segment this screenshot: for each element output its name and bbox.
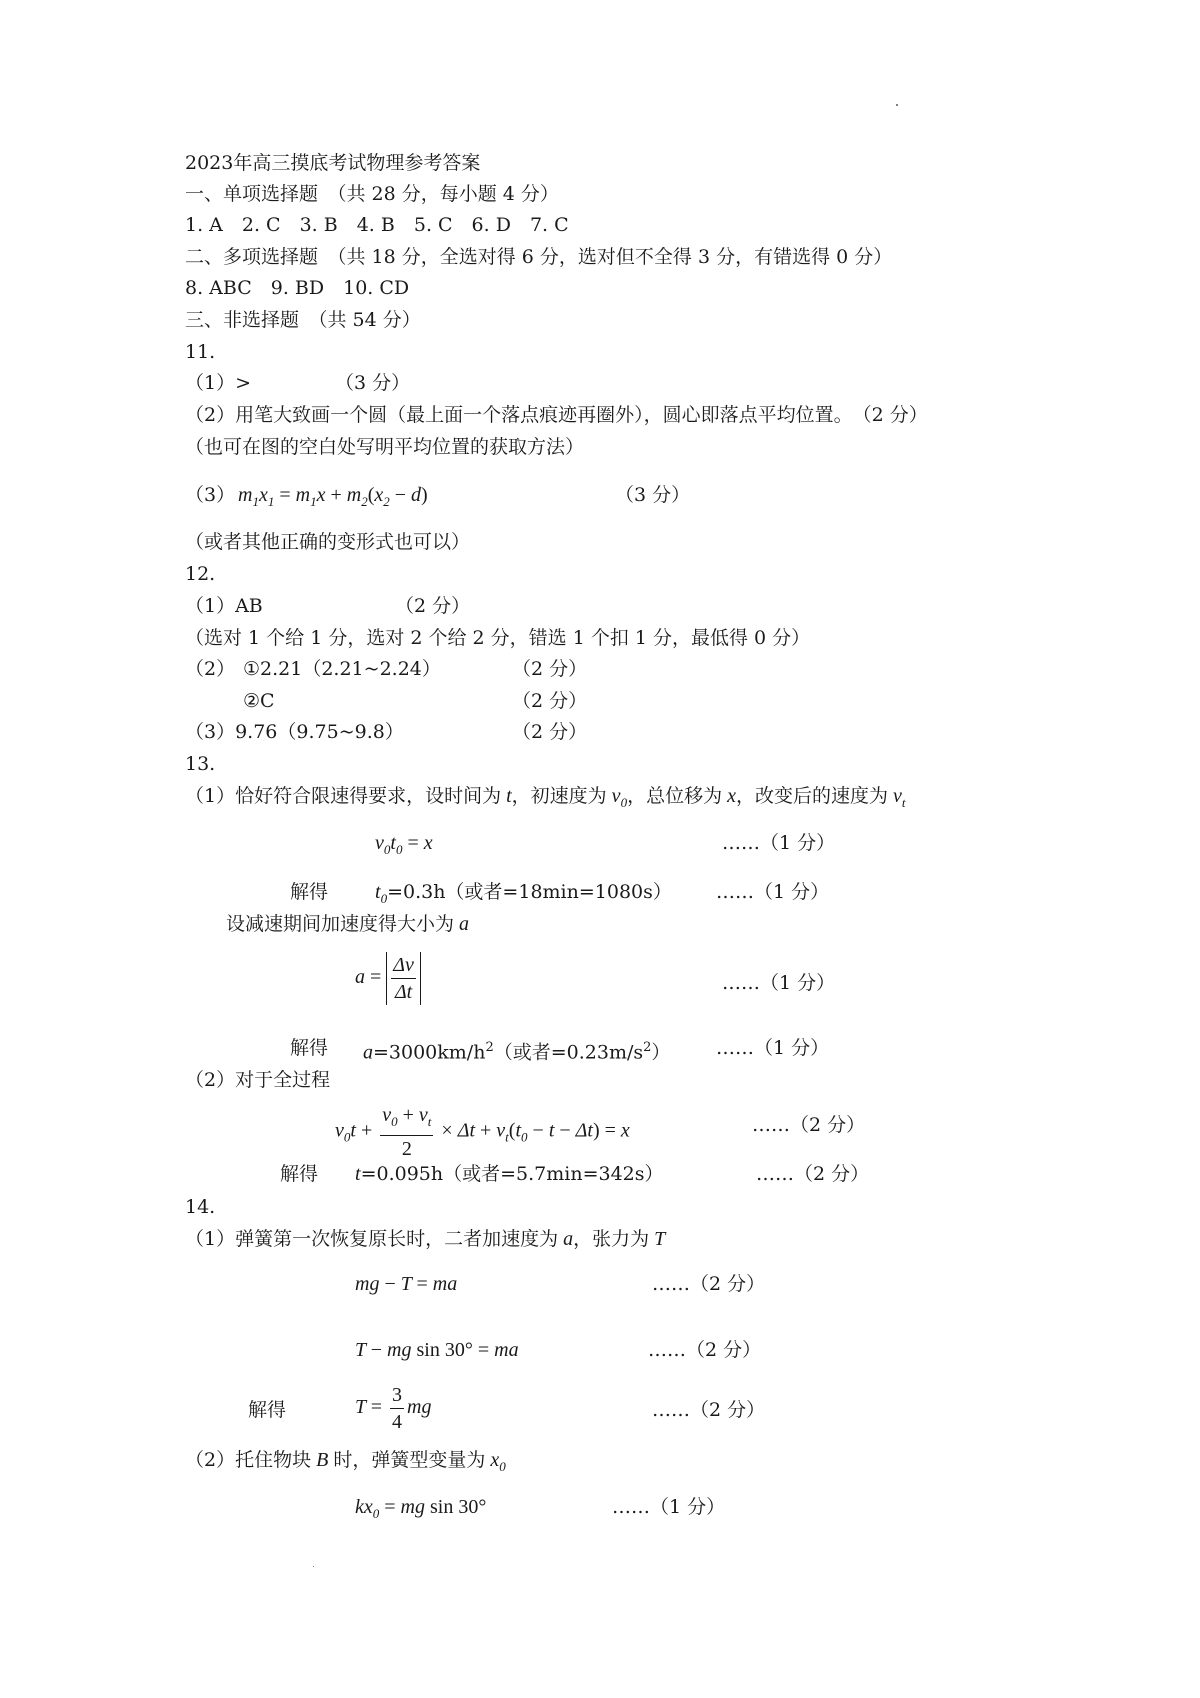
q13-number: 13. <box>185 753 216 775</box>
q11-number: 11. <box>185 341 216 363</box>
q11-part3-label: （3） <box>185 484 236 506</box>
q12-part3-score: （2 分） <box>512 721 588 743</box>
q13-solution-1-text: =0.3h（或者=18min=1080s） <box>387 881 672 903</box>
q14-part2-intro: （2）托住物块 B 时，弹簧型变量为 $x_0$ <box>185 1449 506 1474</box>
q12-part1-score: （2 分） <box>395 595 471 617</box>
q11-momentum-equation: $m_1x_1 = m_1x + m_2(x_2 - d)$ <box>238 484 428 509</box>
q13-solve-label: 解得 <box>290 1037 329 1059</box>
scan-speck <box>313 1566 314 1567</box>
q13-solution-2-text: （或者=0.23m/s <box>493 1041 644 1064</box>
q13-solution-3-text: =0.095h（或者=5.7min=342s） <box>360 1163 664 1185</box>
q13-intro-text: ，改变后的速度为 <box>735 785 888 807</box>
q14-score: ……（2 分） <box>648 1339 762 1361</box>
page-title: 2023年高三摸底考试物理参考答案 <box>185 152 481 174</box>
q13-score: ……（1 分） <box>722 972 836 994</box>
q13-eq-full-process: $v_0t$ + $\frac{v_0 + v_t}{2}$ × $\Delta t + v_t(t_0 - t - \Delta t) = x$ <box>335 1104 630 1160</box>
q12-part2-label: （2） <box>185 658 236 680</box>
section-2-heading: 二、多项选择题 （共 18 分，全选对得 6 分，选对但不全得 3 分，有错选得 0 分） <box>185 246 893 268</box>
q14-part1-intro: （1）弹簧第一次恢复原长时，二者加速度为 a，张力为 T <box>185 1228 666 1250</box>
q13-score: ……（1 分） <box>716 881 830 903</box>
q13-score: ……（1 分） <box>716 1037 830 1059</box>
q13-score: ……（2 分） <box>752 1114 866 1136</box>
section-1-heading: 一、单项选择题 （共 28 分，每小题 4 分） <box>185 183 559 205</box>
q14-eq-tension: T = $\frac{3}{4}$ mg <box>355 1384 432 1433</box>
q13-solve-label: 解得 <box>280 1163 319 1185</box>
q13-solution-2: $a=3000km/h^2$（或者$=0.23m/s^2$） <box>363 1040 671 1064</box>
q14-eq-spring: $kx_0$ = mg sin 30° <box>355 1496 487 1521</box>
q14-eq-1: mg − T = ma <box>355 1273 458 1295</box>
q12-part2-b: ②C <box>243 690 275 712</box>
q12-number: 12. <box>185 563 216 585</box>
q14-intro-text: ，张力为 <box>573 1228 650 1250</box>
section-2-answers: 8. ABC 9. BD 10. CD <box>185 277 410 299</box>
q12-part1: （1）AB <box>185 595 263 617</box>
q13-solution-3: t=0.095h（或者=5.7min=342s） <box>355 1163 664 1185</box>
q14-solve-label: 解得 <box>248 1399 287 1421</box>
q13-score: ……（1 分） <box>722 832 836 854</box>
q14-eq-2: T − mg sin 30° = ma <box>355 1339 519 1361</box>
q13-part1-intro: （1）恰好符合限速得要求，设时间为 t，初速度为 $v_0$，总位移为 x，改变后的速度为 $v_t$ <box>185 785 906 810</box>
q14-score: ……（2 分） <box>652 1399 766 1421</box>
scan-speck <box>896 104 898 106</box>
q13-intro-text: ，总位移为 <box>627 785 723 807</box>
q13-eq-acceleration: a = $\frac{\Delta v}{\Delta t}$ <box>355 952 421 1005</box>
q14-number: 14. <box>185 1196 216 1218</box>
q13-solution-2-text: ） <box>651 1041 671 1064</box>
q14-score: ……（2 分） <box>652 1273 766 1295</box>
q14-score: ……（1 分） <box>612 1496 726 1518</box>
q12-part2-a-score: （2 分） <box>512 658 588 680</box>
q11-part1: （1）> <box>185 372 252 394</box>
section-3-heading: 三、非选择题 （共 54 分） <box>185 309 421 331</box>
q11-part2-note: （也可在图的空白处写明平均位置的获取方法） <box>185 436 585 458</box>
q11-part3-note: （或者其他正确的变形式也可以） <box>185 531 471 553</box>
q13-score: ……（2 分） <box>756 1163 870 1185</box>
q13-intro-text: ，初速度为 <box>511 785 607 807</box>
q12-part1-note: （选对 1 个给 1 分，选对 2 个给 2 分，错选 1 个扣 1 分，最低得 0 分） <box>185 627 811 649</box>
q12-part3: （3）9.76（9.75~9.8） <box>185 721 404 743</box>
q13-solution-2-text: =3000km/h <box>373 1041 486 1064</box>
q13-accel-intro: 设减速期间加速度得大小为 a <box>226 913 470 935</box>
q13-accel-intro-text: 设减速期间加速度得大小为 <box>226 913 455 935</box>
q13-solution-1: $t_0=0.3h$（或者=18min=1080s） <box>375 881 672 906</box>
q13-part2-intro: （2）对于全过程 <box>185 1069 331 1091</box>
q12-part2-a: ①2.21（2.21~2.24） <box>243 658 441 680</box>
section-1-answers: 1. A 2. C 3. B 4. B 5. C 6. D 7. C <box>185 214 569 236</box>
q11-part3-score: （3 分） <box>615 484 691 506</box>
q13-solve-label: 解得 <box>290 881 329 903</box>
q14-intro-text: 时，弹簧型变量为 <box>333 1449 486 1471</box>
q13-eq-distance: $v_0t_0 = x$ <box>375 832 433 857</box>
q13-intro-text: （1）恰好符合限速得要求，设时间为 <box>185 785 502 807</box>
q14-intro-text: （1）弹簧第一次恢复原长时，二者加速度为 <box>185 1228 559 1250</box>
q14-intro-text: （2）托住物块 <box>185 1449 312 1471</box>
q12-part2-b-score: （2 分） <box>512 690 588 712</box>
q11-part1-score: （3 分） <box>335 372 411 394</box>
q11-part2: （2）用笔大致画一个圆（最上面一个落点痕迹再圈外），圆心即落点平均位置。 （2 分） <box>185 404 928 426</box>
